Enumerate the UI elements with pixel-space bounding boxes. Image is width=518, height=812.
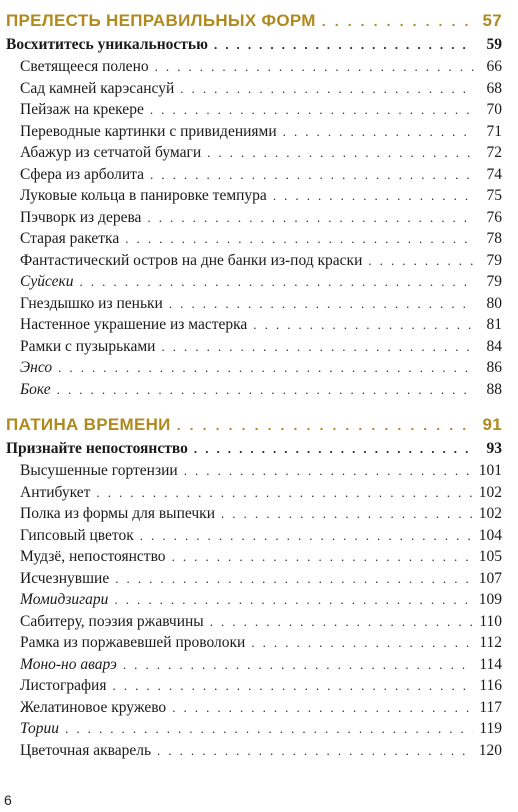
dot-leader (194, 438, 474, 460)
toc-entry[interactable] (6, 460, 502, 482)
page-number: 114 (479, 655, 502, 673)
toc-entry[interactable] (6, 740, 502, 762)
part-title: ПАТИНА ВРЕМЕНИ (6, 415, 171, 434)
page-number: 79 (486, 251, 502, 269)
toc-entry[interactable] (6, 654, 502, 676)
chapter-title: Восхититесь уникальностью (6, 36, 208, 53)
toc-entry[interactable] (6, 336, 502, 358)
page-number: 91 (482, 415, 502, 434)
entry-title: Энсо (20, 359, 53, 376)
page-number: 105 (478, 548, 502, 565)
entry-title: Рамки с пузырьками (20, 337, 156, 355)
dot-leader (184, 460, 473, 482)
page-number: 75 (486, 187, 502, 204)
page-number: 81 (486, 316, 502, 333)
dot-leader (150, 164, 474, 186)
entry-title: Пэчворк из дерева (20, 208, 142, 226)
page-number: 93 (486, 440, 502, 457)
dot-leader (283, 121, 474, 143)
toc-entry[interactable] (6, 697, 502, 719)
entry-title: Высушенные гортензии (20, 462, 178, 479)
toc-entry[interactable] (6, 250, 502, 272)
page-number: 79 (486, 273, 502, 290)
dot-leader (161, 336, 474, 358)
toc-entry[interactable] (6, 293, 502, 315)
entry-title: Суйсеки (20, 273, 74, 290)
page-number: 84 (486, 337, 502, 355)
toc-entry[interactable] (6, 78, 502, 100)
entry-title: Пейзаж на крекере (20, 101, 144, 118)
dot-leader (172, 546, 473, 568)
entry-title: Листография (20, 677, 107, 694)
page-number: 88 (486, 380, 502, 398)
toc-items-list (6, 460, 502, 761)
entry-title: Сад камней карэсансуй (20, 79, 175, 97)
dot-leader (57, 379, 474, 401)
page-number: 66 (486, 58, 502, 75)
page-number: 110 (479, 612, 502, 630)
section-spacer (6, 400, 502, 412)
entry-title: Настенное украшение из мастерка (20, 316, 248, 333)
page-number: 78 (486, 230, 502, 247)
entry-title: Цветочная акварель (20, 741, 152, 759)
page-number: 120 (478, 741, 502, 759)
toc-entry[interactable] (6, 503, 502, 525)
entry-title: Желатиновое кружево (20, 698, 167, 716)
toc-entry[interactable] (6, 546, 502, 568)
entry-title: Моно-но аварэ (20, 655, 117, 673)
page-number: 86 (486, 359, 502, 376)
page-number: 119 (479, 720, 502, 737)
dot-leader (58, 357, 474, 379)
toc-items-list (6, 56, 502, 400)
part-heading[interactable] (6, 412, 502, 438)
dot-leader (125, 228, 474, 250)
entry-title: Мудзё, непостоянство (20, 548, 166, 565)
dot-leader (123, 654, 473, 676)
page-number: 104 (478, 526, 502, 544)
dot-leader (214, 34, 474, 56)
entry-title: Полка из формы для выпечки (20, 505, 215, 522)
toc-entry[interactable] (6, 99, 502, 121)
entry-title: Боке (20, 380, 51, 398)
entry-title: Гипсовый цветок (20, 526, 134, 544)
dot-leader (172, 697, 473, 719)
page-number: 74 (486, 165, 502, 183)
dot-leader (115, 568, 473, 590)
toc-entry[interactable] (6, 675, 502, 697)
toc-entry[interactable] (6, 164, 502, 186)
toc-entry[interactable] (6, 568, 502, 590)
dot-leader (210, 611, 474, 633)
entry-title: Старая ракетка (20, 230, 120, 247)
dot-leader (157, 740, 473, 762)
dot-leader (368, 250, 474, 272)
entry-title: Сфера из арболита (20, 165, 144, 183)
page-number: 109 (478, 591, 502, 608)
toc-entry[interactable] (6, 718, 502, 740)
page-number: 101 (478, 462, 502, 479)
toc-entry[interactable] (6, 357, 502, 379)
toc-entry[interactable] (6, 314, 502, 336)
page-number: 57 (482, 11, 502, 30)
table-of-contents (6, 8, 502, 761)
entry-title: Сабитеру, поэзия ржавчины (20, 612, 204, 630)
entry-title: Светящееся полено (20, 58, 149, 75)
dot-leader (221, 503, 473, 525)
page-number: 112 (479, 634, 502, 651)
chapter-heading[interactable] (6, 438, 502, 460)
page-number: 59 (486, 36, 502, 53)
entry-title: Луковые кольца в панировке темпура (20, 187, 267, 204)
toc-entry[interactable] (6, 589, 502, 611)
toc-entry[interactable] (6, 185, 502, 207)
entry-title: Антибукет (20, 483, 91, 501)
entry-title: Абажур из сетчатой бумаги (20, 144, 202, 161)
toc-entry[interactable] (6, 482, 502, 504)
toc-entry[interactable] (6, 142, 502, 164)
chapter-title: Признайте непостоянство (6, 440, 188, 457)
toc-entry[interactable] (6, 525, 502, 547)
entry-title: Фантастический остров на дне банки из-под краски (20, 251, 363, 269)
toc-entry[interactable] (6, 56, 502, 78)
toc-entry[interactable] (6, 632, 502, 654)
page-number: 102 (478, 505, 502, 522)
dot-leader (65, 718, 473, 740)
page-number: 76 (486, 208, 502, 226)
dot-leader (207, 142, 474, 164)
dot-leader (96, 482, 472, 504)
page-number: 80 (486, 294, 502, 312)
dot-leader (180, 78, 474, 100)
page-number: 107 (478, 569, 502, 587)
page-folio: 6 (4, 792, 12, 808)
part-title: ПРЕЛЕСТЬ НЕПРАВИЛЬНЫХ ФОРМ (6, 11, 316, 30)
dot-leader (155, 56, 474, 78)
page-number: 68 (486, 79, 502, 97)
toc-entry[interactable] (6, 271, 502, 293)
page-number: 116 (479, 677, 502, 694)
page-number: 117 (479, 698, 502, 716)
entry-title: Рамка из поржавевшей проволоки (20, 634, 246, 651)
toc-entry[interactable] (6, 207, 502, 229)
entry-title: Переводные картинки с привидениями (20, 122, 277, 140)
entry-title: Момидзигари (20, 591, 109, 608)
page-number: 102 (478, 483, 502, 501)
entry-title: Тории (20, 720, 60, 737)
dot-leader (112, 675, 473, 697)
dot-leader (114, 589, 472, 611)
dot-leader (169, 293, 474, 315)
entry-title: Исчезнувшие (20, 569, 110, 587)
toc-entry[interactable] (6, 611, 502, 633)
dot-leader (322, 8, 474, 34)
page-number: 72 (486, 144, 502, 161)
page-number: 71 (486, 122, 502, 140)
dot-leader (177, 412, 474, 438)
dot-leader (80, 271, 474, 293)
dot-leader (251, 632, 473, 654)
toc-entry[interactable] (6, 379, 502, 401)
dot-leader (140, 525, 473, 547)
dot-leader (273, 185, 474, 207)
entry-title: Гнездышко из пеньки (20, 294, 163, 312)
dot-leader (150, 99, 474, 121)
page-number: 70 (486, 101, 502, 118)
dot-leader (147, 207, 474, 229)
part-heading[interactable] (6, 8, 502, 34)
toc-entry[interactable] (6, 121, 502, 143)
toc-entry[interactable] (6, 228, 502, 250)
chapter-heading[interactable] (6, 34, 502, 56)
dot-leader (253, 314, 474, 336)
